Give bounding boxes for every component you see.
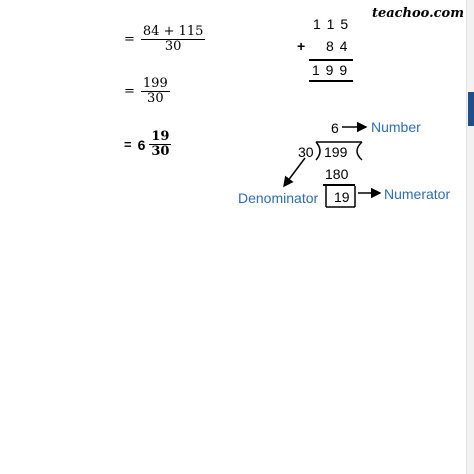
fraction-numerator: 199 (142, 76, 168, 91)
equals-sign: = (124, 137, 132, 153)
fraction-denominator: 30 (164, 39, 182, 55)
division-product: 180 (325, 166, 349, 182)
arrow-to-denominator (284, 158, 305, 186)
fraction-numerator: 19 (151, 129, 170, 144)
division-bracket-left (316, 142, 320, 160)
label-number: Number (371, 119, 421, 135)
label-numerator: Numerator (384, 186, 451, 202)
addition-row-2: 8 4 (326, 38, 349, 54)
teachoo-watermark: teachoo.com (371, 6, 464, 21)
division-divisor: 30 (298, 144, 314, 160)
equals-sign: = (124, 32, 135, 48)
division-dividend: 199 (324, 144, 348, 160)
mixed-whole-number: 6 (137, 136, 146, 153)
division-quotient: 6 (331, 120, 339, 136)
division-bracket-right (357, 142, 362, 160)
label-denominator: Denominator (238, 190, 319, 206)
fraction-denominator: 30 (151, 144, 170, 160)
addition-result: 1 9 9 (312, 62, 349, 78)
plus-sign: + (297, 38, 307, 54)
addition-row-1: 1 1 5 (313, 16, 350, 32)
equals-sign: = (124, 84, 135, 100)
fraction-numerator: 84 + 115 (142, 24, 204, 39)
division-remainder: 19 (334, 189, 350, 205)
fraction-denominator: 30 (147, 91, 164, 107)
